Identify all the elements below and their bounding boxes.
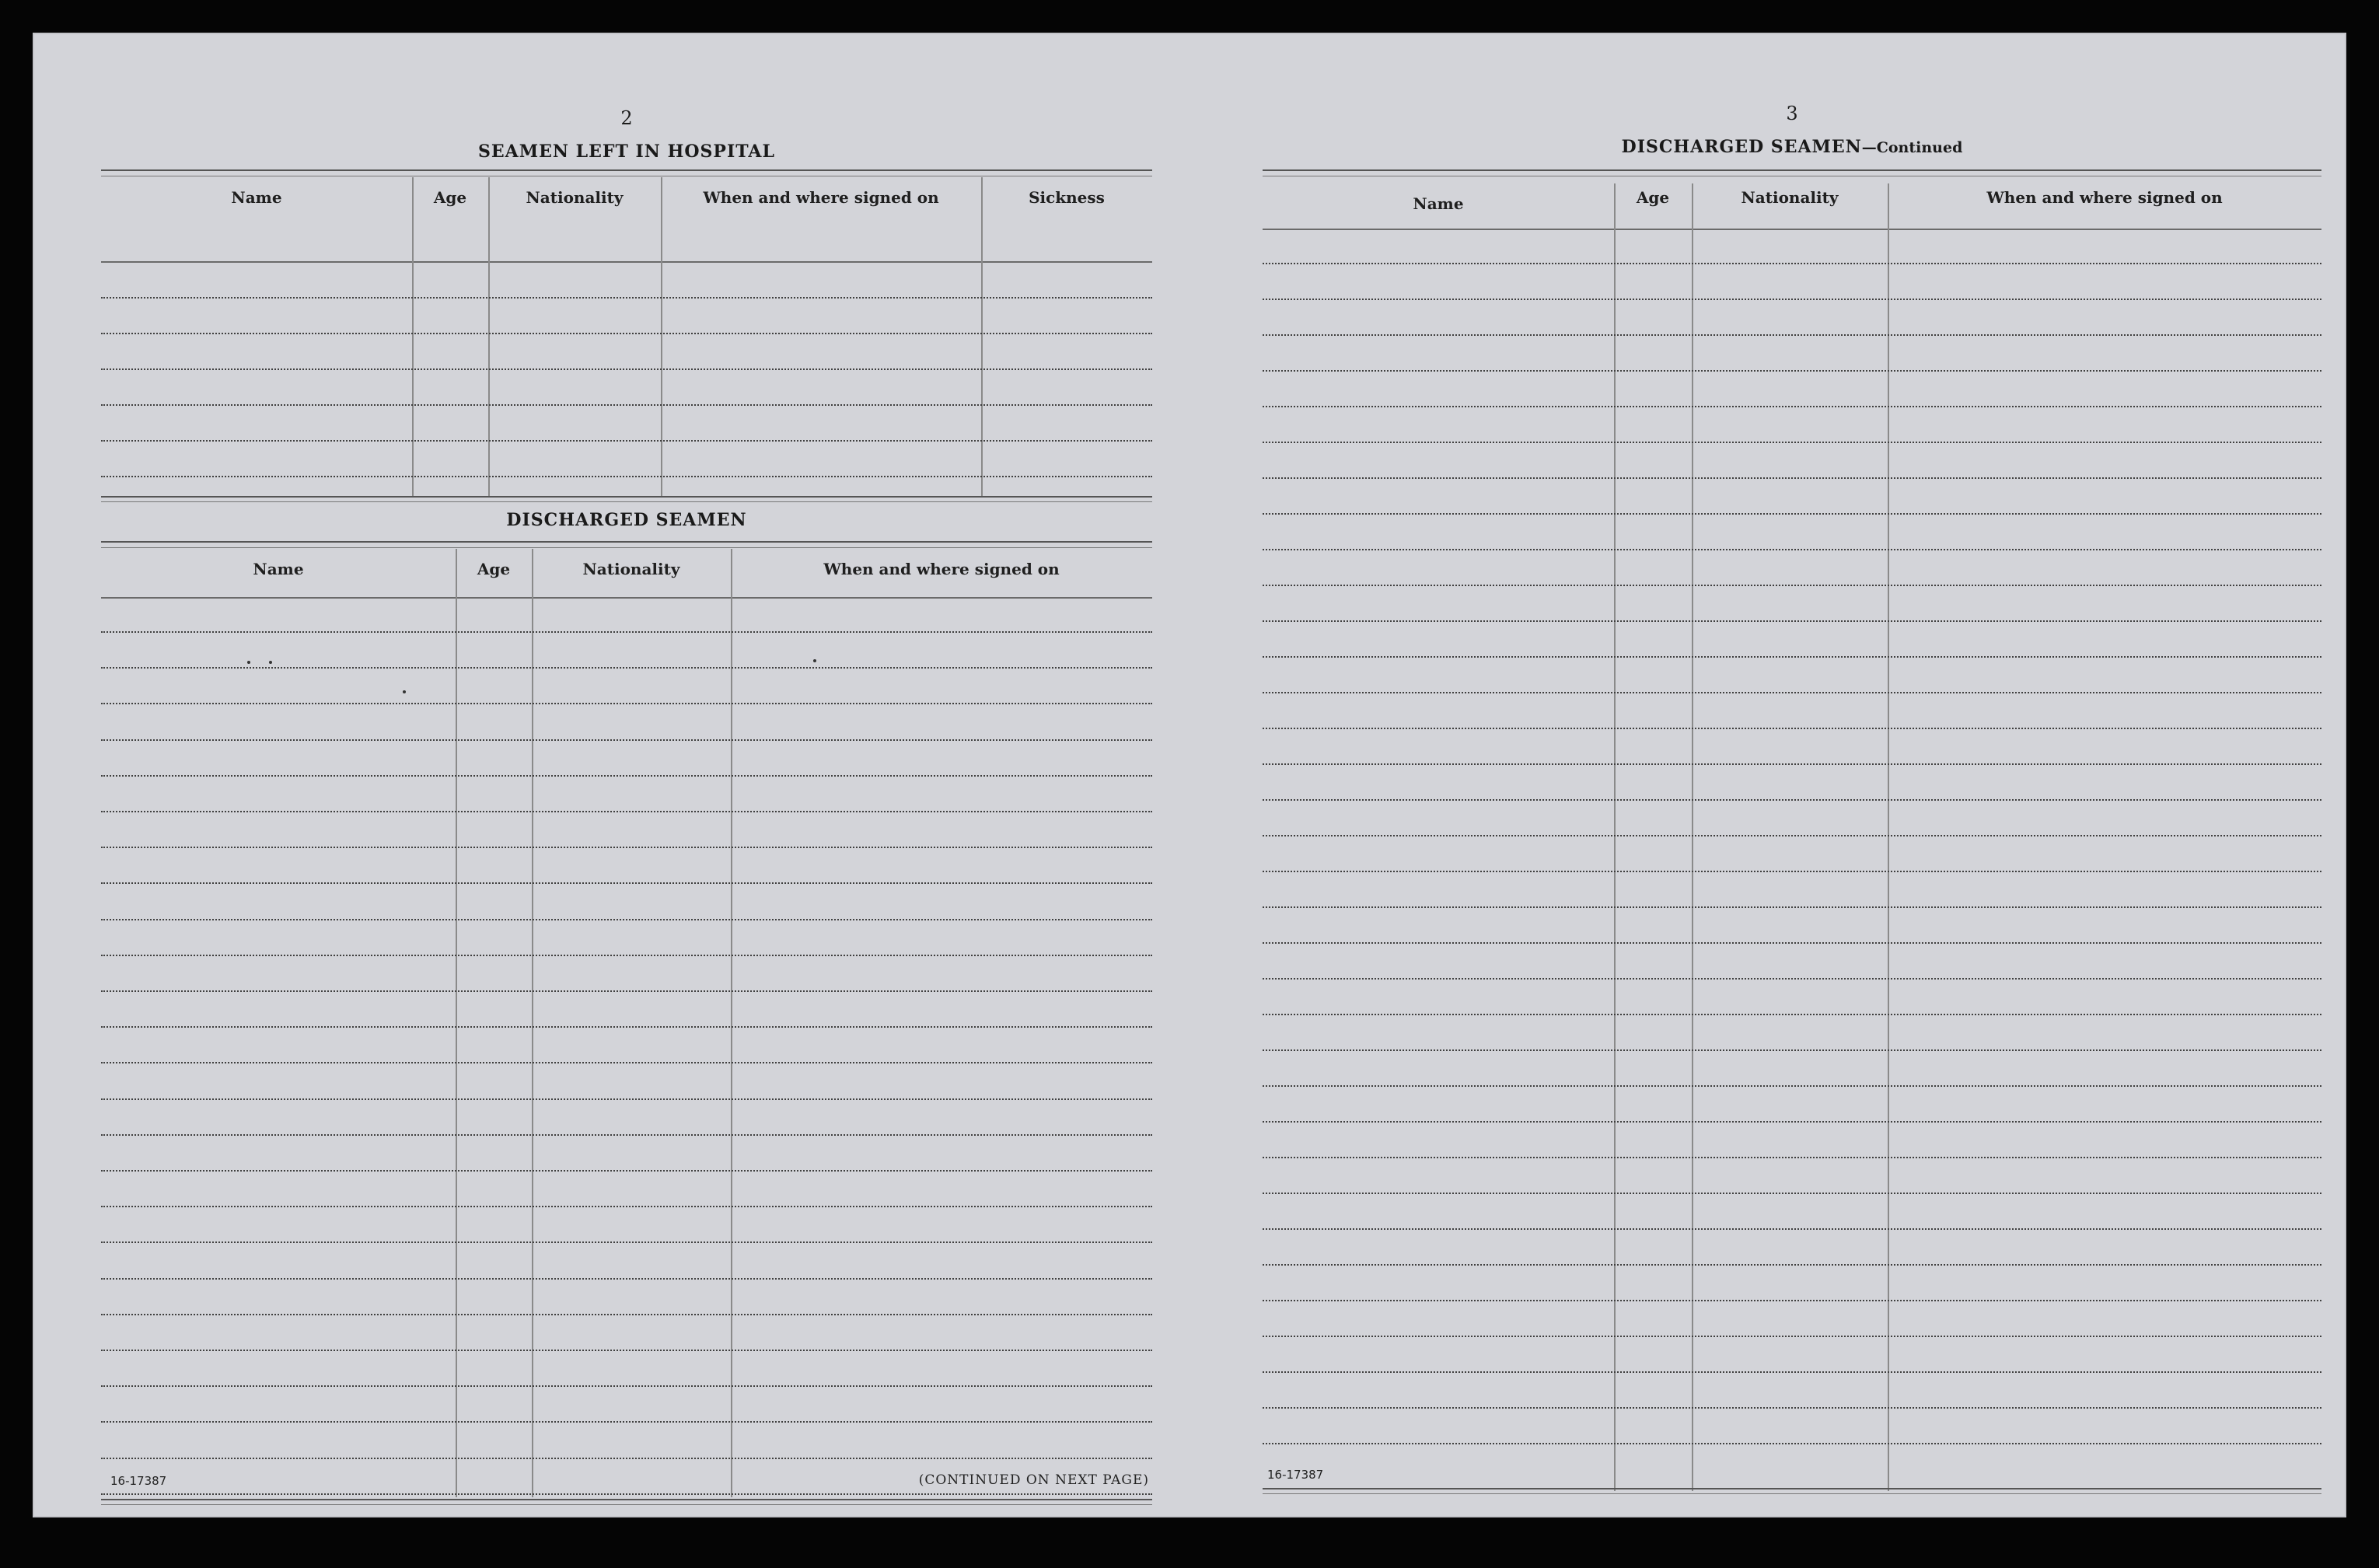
entry-line	[101, 1241, 1152, 1243]
entry-line	[1263, 1157, 2321, 1158]
entry-line	[101, 1421, 1152, 1423]
continued-top-rule	[1263, 169, 2321, 176]
entry-line	[101, 1170, 1152, 1172]
column-divider	[1692, 183, 1693, 1491]
column-divider	[456, 549, 457, 1497]
entry-line	[1263, 906, 2321, 908]
entry-line	[1263, 513, 2321, 515]
entry-line	[1263, 299, 2321, 300]
entry-line	[101, 1134, 1152, 1136]
left-page	[101, 33, 1152, 1517]
column-divider	[731, 549, 732, 1497]
continued-col-age: Age	[1636, 188, 1670, 207]
ink-speck	[247, 661, 250, 664]
column-divider	[661, 177, 662, 496]
continued-col-name: Name	[1413, 194, 1464, 213]
entry-line	[101, 990, 1152, 992]
column-divider	[981, 177, 983, 496]
right-page	[1263, 33, 2321, 1517]
table-bottom-rule	[1263, 1488, 2321, 1494]
hospital-header-rule	[101, 261, 1152, 263]
left-form-code: 16-17387	[110, 1474, 167, 1488]
entry-line	[101, 1493, 1152, 1495]
entry-line	[101, 333, 1152, 334]
entry-line	[1263, 263, 2321, 264]
hospital-col-signed-on: When and where signed on	[703, 188, 939, 207]
entry-line	[1263, 370, 2321, 372]
entry-line	[101, 667, 1152, 669]
discharged-col-name: Name	[253, 560, 304, 578]
entry-line	[101, 1098, 1152, 1100]
entry-line	[101, 1026, 1152, 1028]
hospital-col-sickness: Sickness	[1029, 188, 1105, 207]
ledger-sheet	[33, 33, 2346, 1517]
continued-col-signed-on: When and where signed on	[1986, 188, 2223, 207]
entry-line	[101, 631, 1152, 633]
entry-line	[1263, 728, 2321, 729]
entry-line	[1263, 1300, 2321, 1301]
hospital-section-title: SEAMEN LEFT IN HOSPITAL	[478, 141, 775, 162]
discharged-table	[101, 541, 1152, 1505]
right-page-number: 3	[1786, 103, 1798, 124]
entry-line	[1263, 549, 2321, 550]
discharged-col-age: Age	[477, 560, 511, 578]
entry-line	[1263, 1371, 2321, 1373]
discharged-section-title: DISCHARGED SEAMEN	[506, 510, 747, 530]
entry-line	[1263, 942, 2321, 944]
entry-line	[101, 1385, 1152, 1387]
entry-line	[1263, 656, 2321, 658]
entry-line	[101, 919, 1152, 920]
entry-line	[101, 882, 1152, 884]
left-page-number: 2	[620, 107, 633, 129]
hospital-top-rule	[101, 169, 1152, 176]
entry-line	[101, 847, 1152, 848]
continued-col-nationality: Nationality	[1741, 188, 1839, 207]
discharged-continued-title-main: DISCHARGED SEAMEN	[1621, 137, 1862, 157]
entry-line	[1263, 1085, 2321, 1087]
continued-note: (CONTINUED ON NEXT PAGE)	[918, 1472, 1149, 1488]
entry-line	[1263, 978, 2321, 980]
entry-line	[101, 368, 1152, 370]
hospital-table	[101, 169, 1152, 496]
entry-line	[101, 811, 1152, 812]
discharged-continued-table	[1263, 169, 2321, 1494]
table-bottom-rule	[101, 496, 1152, 502]
column-divider	[1614, 183, 1616, 1491]
column-divider	[1888, 183, 1889, 1491]
entry-line	[101, 440, 1152, 442]
entry-line	[1263, 334, 2321, 336]
table-bottom-rule	[101, 1499, 1152, 1505]
discharged-continued-suffix: —Continued	[1861, 139, 1963, 156]
entry-line	[1263, 477, 2321, 479]
entry-line	[101, 476, 1152, 477]
entry-line	[1263, 1336, 2321, 1337]
entry-line	[101, 297, 1152, 299]
discharged-col-signed-on: When and where signed on	[823, 560, 1060, 578]
entry-line	[101, 955, 1152, 956]
entry-line	[101, 1314, 1152, 1315]
entry-line	[101, 1206, 1152, 1207]
entry-line	[101, 1350, 1152, 1351]
discharged-top-rule	[101, 541, 1152, 548]
entry-line	[1263, 1193, 2321, 1194]
entry-line	[1263, 442, 2321, 443]
entry-line	[101, 404, 1152, 406]
column-divider	[532, 549, 533, 1497]
discharged-header-rule	[101, 597, 1152, 599]
column-divider	[488, 177, 490, 496]
entry-line	[1263, 406, 2321, 407]
hospital-col-age: Age	[433, 188, 467, 207]
entry-line	[1263, 1014, 2321, 1015]
entry-line	[1263, 1049, 2321, 1051]
hospital-col-nationality: Nationality	[526, 188, 624, 207]
entry-line	[1263, 835, 2321, 836]
entry-line	[101, 739, 1152, 741]
continued-header-rule	[1263, 229, 2321, 230]
entry-line	[1263, 620, 2321, 622]
entry-line	[1263, 585, 2321, 586]
entry-line	[1263, 799, 2321, 801]
entry-line	[1263, 871, 2321, 872]
entry-line	[101, 1062, 1152, 1063]
entry-line	[101, 775, 1152, 777]
entry-line	[1263, 1443, 2321, 1444]
entry-line	[101, 703, 1152, 704]
entry-line	[101, 1458, 1152, 1459]
ink-speck	[269, 661, 272, 664]
column-divider	[412, 177, 414, 496]
entry-line	[1263, 1407, 2321, 1409]
entry-line	[1263, 1228, 2321, 1230]
entry-line	[1263, 763, 2321, 765]
ink-speck	[813, 659, 816, 662]
discharged-continued-title	[1263, 137, 2321, 157]
entry-line	[101, 1278, 1152, 1280]
right-form-code: 16-17387	[1267, 1468, 1324, 1482]
entry-line	[1263, 692, 2321, 693]
ink-speck	[403, 690, 406, 693]
entry-line	[1263, 1264, 2321, 1266]
entry-line	[1263, 1121, 2321, 1123]
discharged-col-nationality: Nationality	[582, 560, 680, 578]
hospital-col-name: Name	[231, 188, 282, 207]
